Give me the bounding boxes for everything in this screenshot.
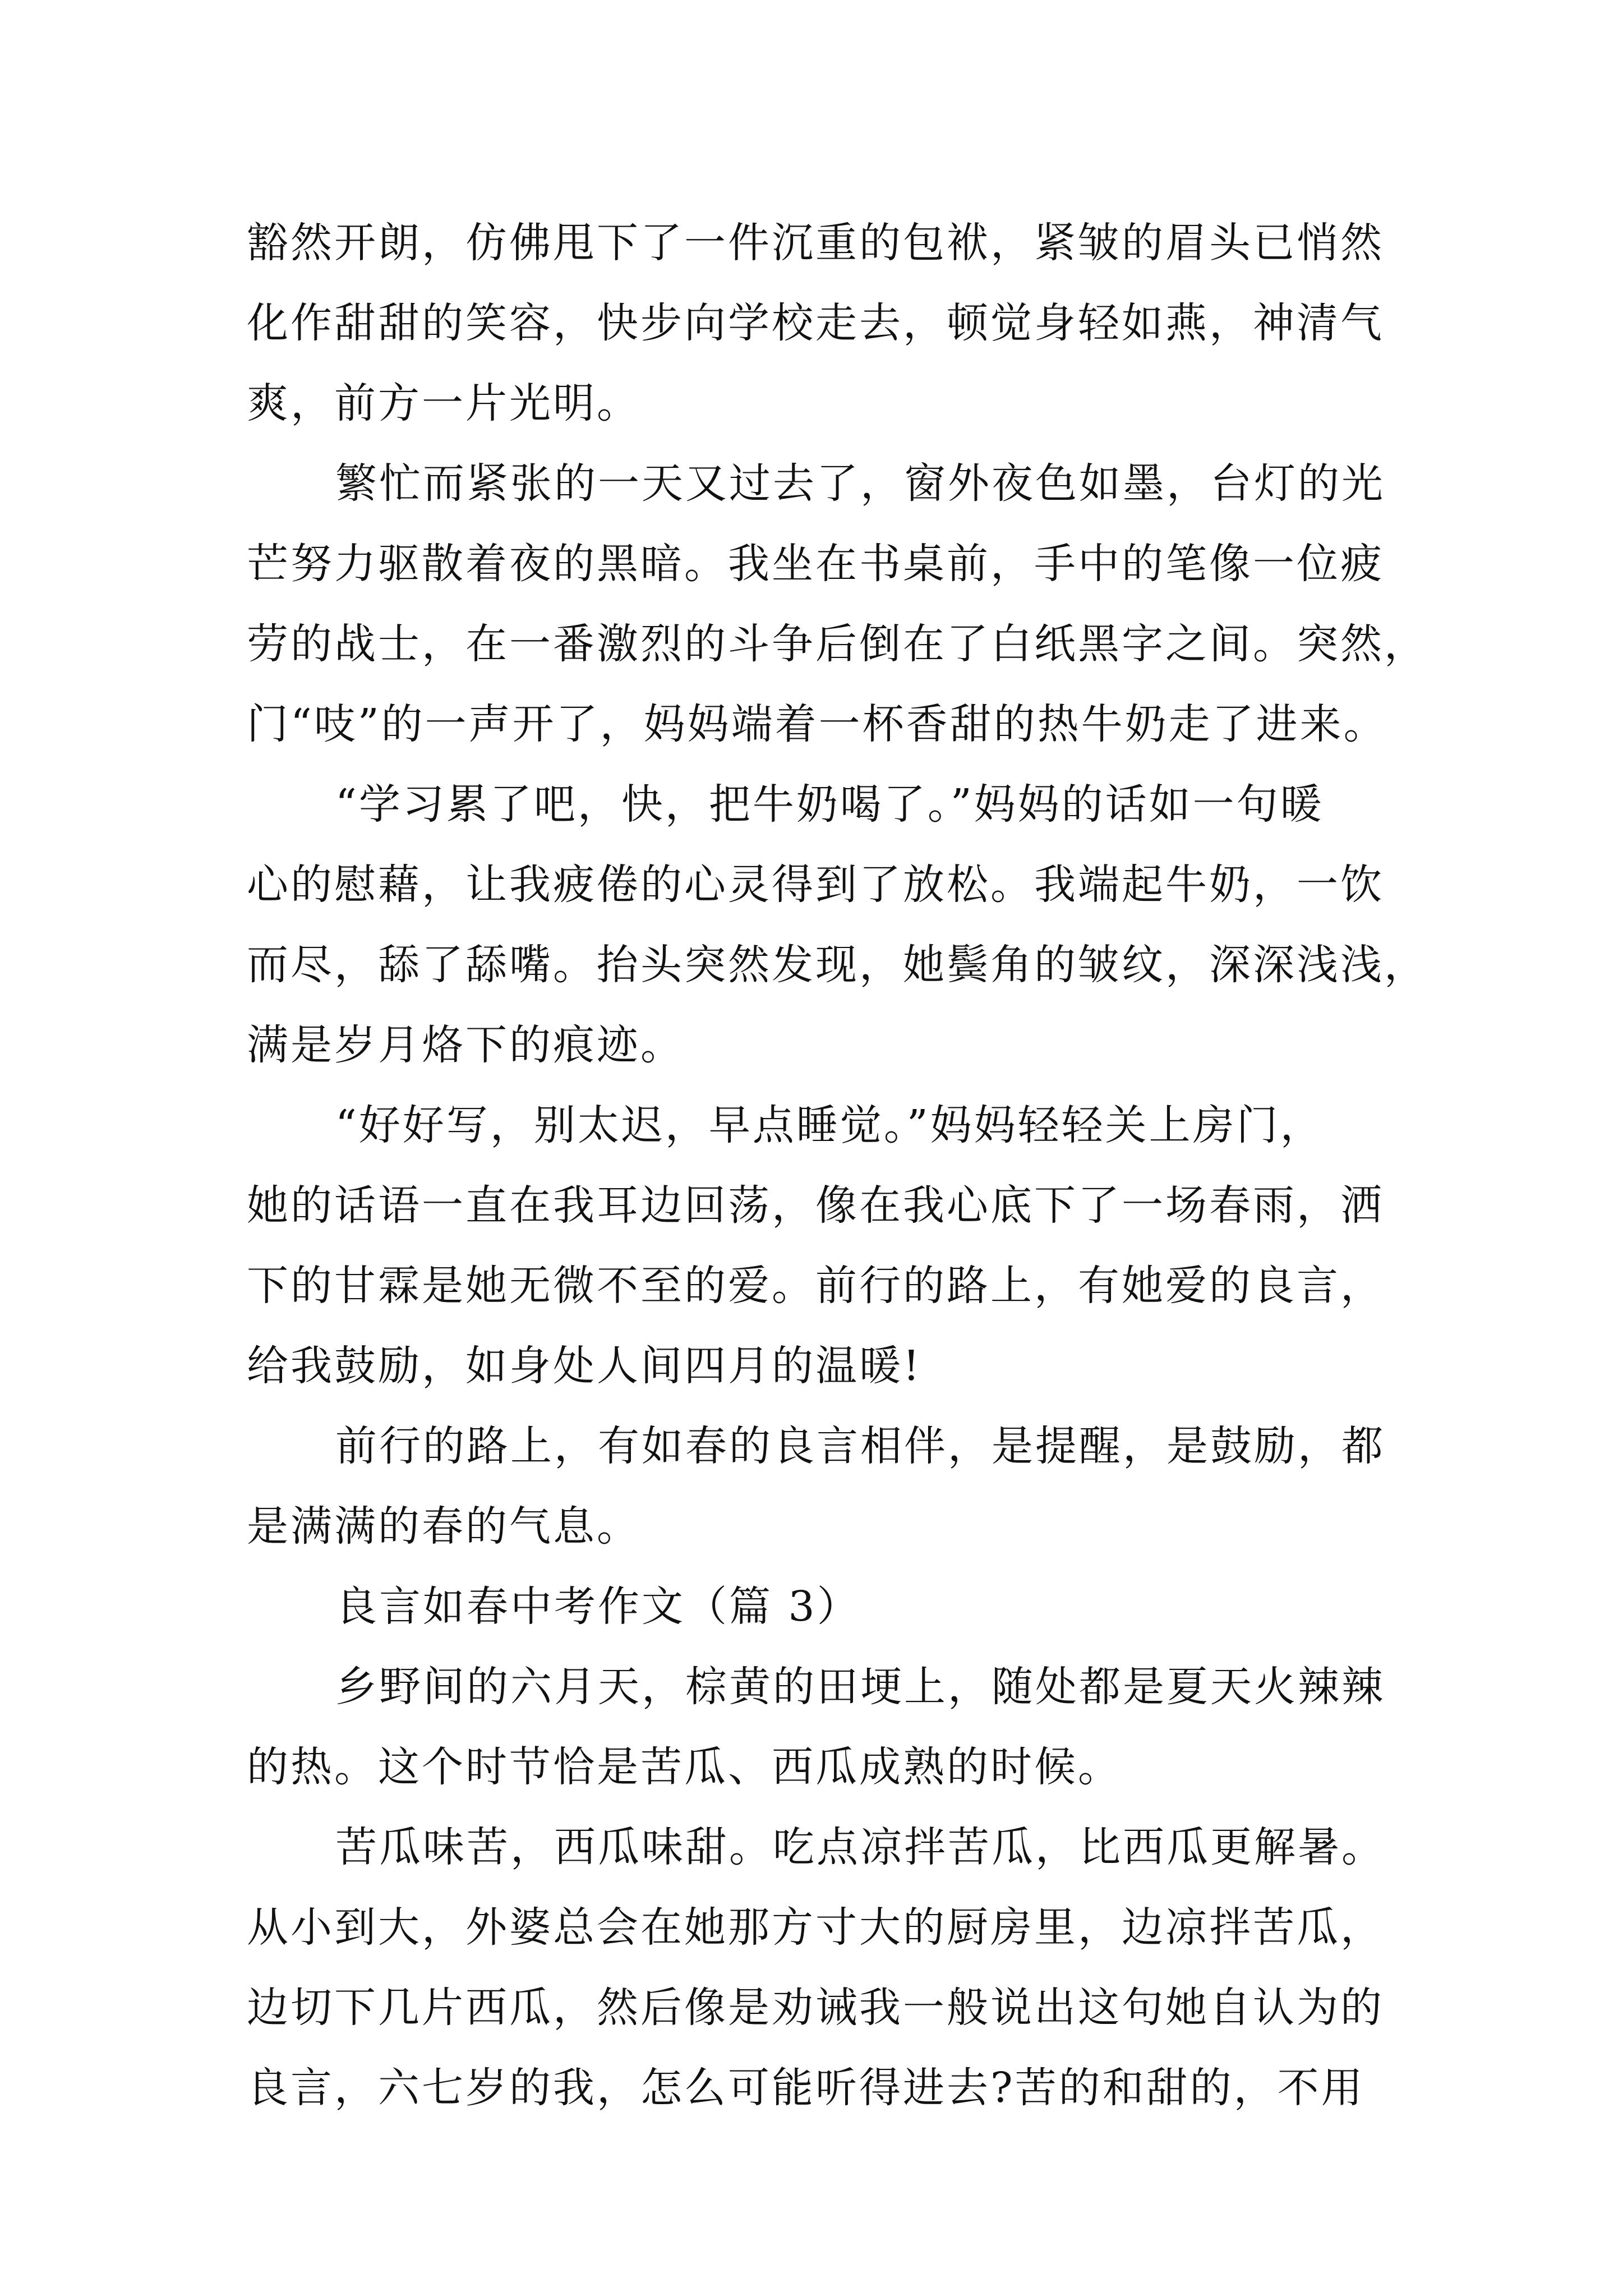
text-line: 劳的战士，在一番激烈的斗争后倒在了白纸黑字之间。突然， [247,620,1428,668]
text-line: 的热。这个时节恰是苦瓜、西瓜成熟的时候。 [247,1743,1122,1791]
text-line: 是满满的春的气息。 [247,1502,640,1550]
text-line: 心的慰藉，让我疲倦的心灵得到了放松。我端起牛奶，一饮 [247,861,1384,909]
text-line: 她的话语一直在我耳边回荡，像在我心底下了一场春雨，洒 [247,1181,1384,1230]
paragraph-start-line: 前行的路上，有如春的良言相伴，是提醒，是鼓励，都 [335,1422,1385,1470]
paragraph-start-line: “好好写，别太迟，早点睡觉。”妈妈轻轻关上房门， [335,1101,1324,1149]
text-line: 给我鼓励，如身处人间四月的温暖! [247,1342,922,1390]
text-line: 而尽，舔了舔嘴。抬头突然发现，她鬓角的皱纹，深深浅浅， [247,941,1428,989]
text-line: 豁然开朗，仿佛甩下了一件沉重的包袱，紧皱的眉头已悄然 [247,219,1384,267]
text-line: 化作甜甜的笑容，快步向学校走去，顿觉身轻如燕，神清气 [247,299,1384,347]
paragraph-start-line: 乡野间的六月天，棕黄的田埂上，随处都是夏天火辣辣 [335,1663,1385,1711]
text-line: 芒努力驱散着夜的黑暗。我坐在书桌前，手中的笔像一位疲 [247,540,1384,588]
text-line: 从小到大，外婆总会在她那方寸大的厨房里，边凉拌苦瓜， [247,1903,1384,1952]
text-line: 门“吱”的一声开了，妈妈端着一杯香甜的热牛奶走了进来。 [247,700,1387,748]
text-line: 满是岁月烙下的痕迹。 [247,1021,684,1069]
essay-body [247,203,1428,2128]
paragraph-start-line: 繁忙而紧张的一天又过去了，窗外夜色如墨，台灯的光 [335,459,1385,508]
text-line: 良言，六七岁的我，怎么可能听得进去?苦的和甜的，不用 [247,2064,1365,2112]
section-heading: 良言如春中考作文（篇 3） [335,1582,861,1631]
text-line: 边切下几片西瓜，然后像是劝诫我一般说出这句她自认为的 [247,1984,1384,2032]
text-line: 下的甘霖是她无微不至的爱。前行的路上，有她爱的良言， [247,1262,1384,1310]
paragraph-start-line: “学习累了吧，快，把牛奶喝了。”妈妈的话如一句暖 [335,780,1324,829]
text-line: 爽，前方一片光明。 [247,379,640,427]
paragraph-start-line: 苦瓜味苦，西瓜味甜。吃点凉拌苦瓜，比西瓜更解暑。 [335,1823,1385,1871]
